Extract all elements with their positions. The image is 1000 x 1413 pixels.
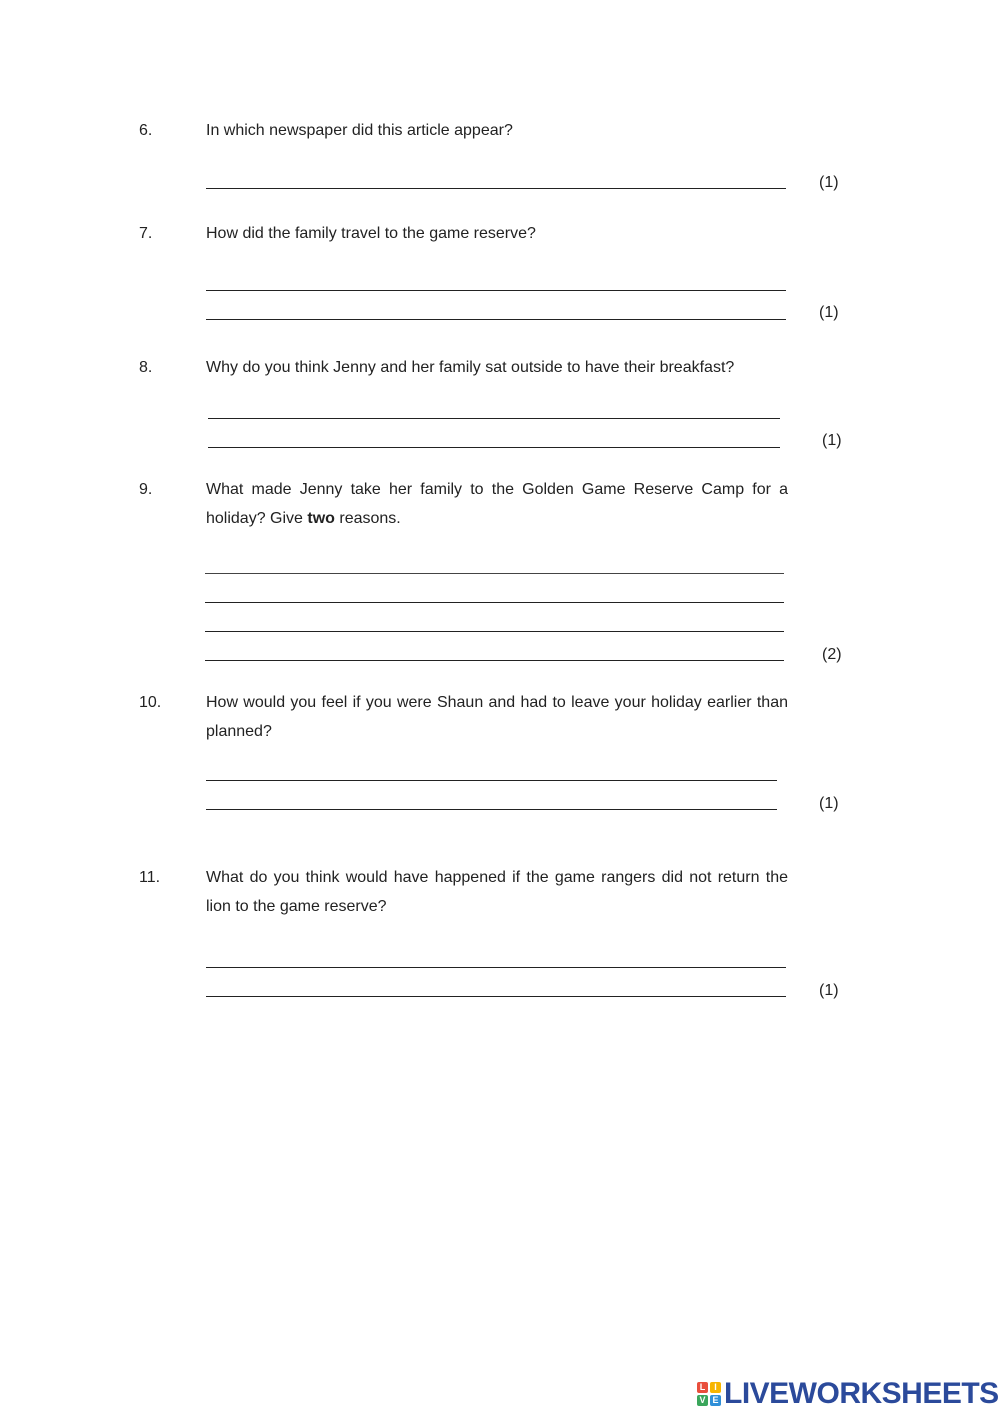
- question-11-text: What do you think would have happened if the game rangers did not return the lion to the game reserve?: [206, 869, 788, 915]
- question-10-number: 10.: [139, 694, 162, 711]
- question-11-marks: (1): [819, 982, 839, 999]
- question-7-text: How did the family travel to the game reserve?: [206, 225, 536, 242]
- question-6-number: 6.: [139, 122, 153, 139]
- logo-tile: L: [697, 1382, 708, 1393]
- answer-line[interactable]: [208, 418, 780, 419]
- answer-line[interactable]: [205, 631, 784, 632]
- answer-line[interactable]: [206, 188, 786, 189]
- answer-line[interactable]: [205, 602, 784, 603]
- answer-line[interactable]: [205, 660, 784, 661]
- answer-line[interactable]: [208, 447, 780, 448]
- question-8-number: 8.: [139, 359, 153, 376]
- brand-name: LIVEWORKSHEETS: [724, 1377, 999, 1410]
- question-11-number: 11.: [139, 869, 161, 886]
- question-7-marks: (1): [819, 304, 839, 321]
- liveworksheets-logo: [697, 1377, 999, 1411]
- logo-tile: E: [710, 1395, 721, 1406]
- question-6-text: In which newspaper did this article appear?: [206, 122, 513, 139]
- answer-line[interactable]: [205, 573, 784, 574]
- question-8-text: Why do you think Jenny and her family sat outside to have their breakfast?: [206, 359, 735, 376]
- question-9-text-end: reasons.: [334, 510, 401, 527]
- answer-line[interactable]: [206, 780, 777, 781]
- logo-mark-icon: [697, 1382, 721, 1406]
- question-10-text: How would you feel if you were Shaun and had to leave your holiday earlier than planned?: [206, 694, 788, 740]
- question-9-number: 9.: [139, 481, 153, 498]
- logo-tile: V: [697, 1395, 708, 1406]
- question-9-emphasis: two: [307, 510, 335, 527]
- answer-line[interactable]: [206, 996, 786, 997]
- answer-line[interactable]: [206, 809, 777, 810]
- question-7-number: 7.: [139, 225, 153, 242]
- question-8-marks: (1): [822, 432, 842, 449]
- answer-line[interactable]: [206, 967, 786, 968]
- answer-line[interactable]: [206, 290, 786, 291]
- question-9-marks: (2): [822, 646, 842, 663]
- question-9-text: [206, 475, 788, 533]
- question-6-marks: (1): [819, 174, 839, 191]
- question-9-text-start: What made Jenny take her family to the Golden Game Reserve Camp for a holiday? Give: [206, 481, 788, 527]
- question-10-marks: (1): [819, 795, 839, 812]
- logo-tile: I: [710, 1382, 721, 1393]
- answer-line[interactable]: [206, 319, 786, 320]
